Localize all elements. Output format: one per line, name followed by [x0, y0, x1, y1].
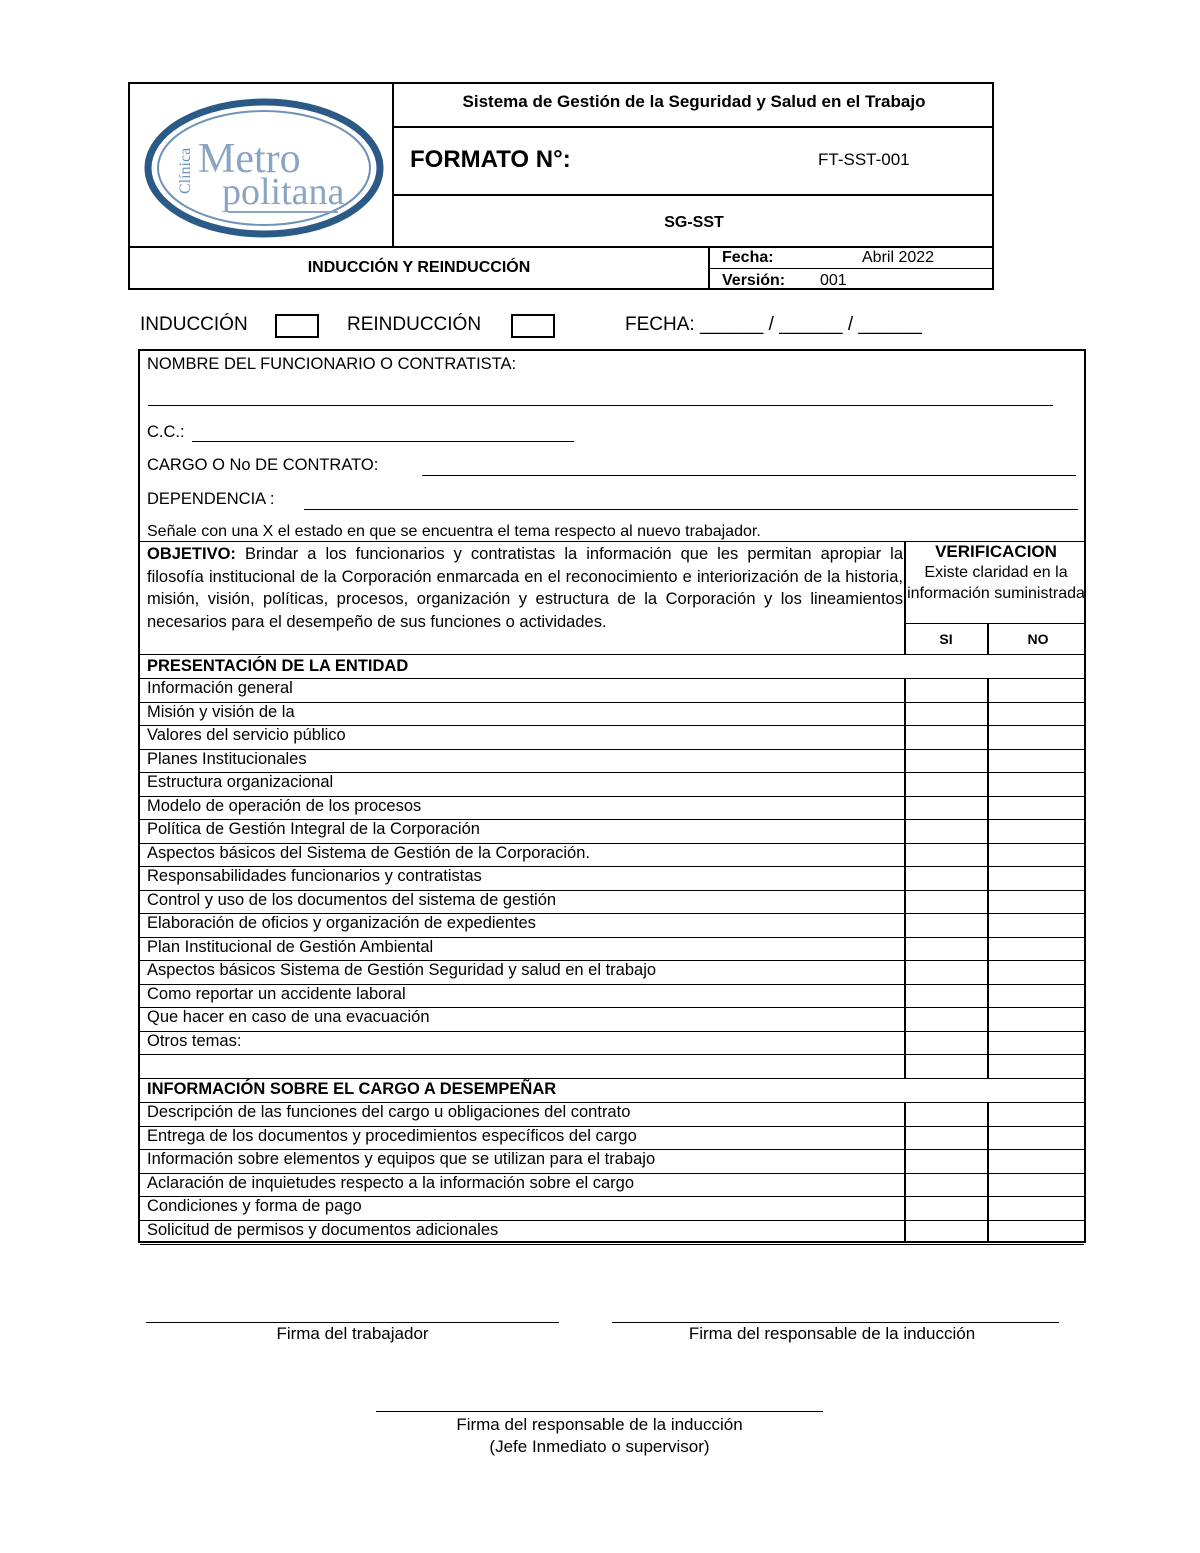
- reinduccion-label: REINDUCCIÓN: [347, 314, 482, 335]
- presentacion-row-item: Valores del servicio público: [147, 726, 346, 744]
- induccion-checkbox[interactable]: [275, 314, 319, 338]
- presentacion-row-no-cell[interactable]: [989, 1054, 1084, 1078]
- presentacion-row-no-cell[interactable]: [989, 866, 1084, 890]
- svg-text:Clínica: Clínica: [177, 147, 194, 194]
- cargo-row-item: Aclaración de inquietudes respecto a la información sobre el cargo: [147, 1173, 635, 1192]
- cargo-row-si-cell[interactable]: [906, 1196, 987, 1220]
- system-title: Sistema de Gestión de la Seguridad y Salud en el Trabajo: [462, 92, 926, 111]
- presentacion-row-no-cell[interactable]: [989, 984, 1084, 1008]
- presentacion-row-si-cell[interactable]: [906, 843, 987, 867]
- responsible-signature-line[interactable]: [612, 1322, 1059, 1323]
- presentacion-row-no-cell[interactable]: [989, 819, 1084, 843]
- objective-text: OBJETIVO: Brindar a los funcionarios y contratistas la información que les permitan apropiar la filosofía institucional de la Corporación enmarcada en el reconocimiento e interiorización de la historia, misión, visión, políticas, procesos, organización y estructura de la Corporación y los lineamientos necesarios para el desempeño de sus funciones o actividades.: [147, 545, 903, 631]
- presentacion-row-item: Estructura organizacional: [147, 773, 334, 791]
- presentacion-row-item: Modelo de operación de los procesos: [147, 796, 422, 815]
- presentacion-row-si-cell[interactable]: [906, 984, 987, 1008]
- presentacion-row-item: Información general: [147, 679, 293, 697]
- presentacion-row-no-cell[interactable]: [989, 702, 1084, 726]
- dependencia-input-line[interactable]: [304, 509, 1078, 510]
- boss-signature-label: Firma del responsable de la inducción (Jefe Inmediato o supervisor): [456, 1415, 743, 1456]
- document-header: [128, 82, 994, 290]
- presentacion-row-no-cell[interactable]: [989, 725, 1084, 749]
- cargo-row-item: Condiciones y forma de pago: [147, 1197, 362, 1216]
- svg-text:politana: politana: [222, 171, 345, 213]
- presentacion-row-item: Misión y visión de la: [147, 702, 295, 721]
- worker-signature-label: Firma del trabajador: [276, 1324, 429, 1343]
- verification-header: VERIFICACION Existe claridad en la información suministrada: [907, 542, 1085, 602]
- presentacion-row-item: Plan Institucional de Gestión Ambiental: [147, 937, 434, 956]
- document-title: INDUCCIÓN Y REINDUCCIÓN: [307, 259, 531, 276]
- fecha-value: Abril 2022: [862, 249, 935, 266]
- clinic-logo: [138, 86, 390, 246]
- cargo-row-no-cell[interactable]: [989, 1149, 1084, 1173]
- no-header: NO: [1027, 631, 1049, 647]
- presentacion-row-item: Como reportar un accidente laboral: [147, 984, 406, 1003]
- cargo-row-si-cell[interactable]: [906, 1173, 987, 1197]
- presentacion-row-no-cell[interactable]: [989, 1007, 1084, 1031]
- presentacion-row-si-cell[interactable]: [906, 749, 987, 773]
- si-header: SI: [939, 631, 953, 647]
- induction-form: [138, 349, 1086, 1243]
- boss-signature-line[interactable]: [376, 1411, 823, 1412]
- presentacion-row-si-cell[interactable]: [906, 1054, 987, 1078]
- presentacion-row-item: Planes Institucionales: [147, 749, 307, 768]
- presentacion-row-si-cell[interactable]: [906, 796, 987, 820]
- cargo-row-item: Entrega de los documentos y procedimientos específicos del cargo: [147, 1126, 637, 1145]
- presentacion-row-item: Otros temas:: [147, 1031, 242, 1050]
- presentacion-row-item: Responsabilidades funcionarios y contratistas: [147, 867, 482, 885]
- version-label: Versión:: [722, 272, 786, 289]
- presentacion-row-no-cell[interactable]: [989, 678, 1084, 702]
- cargo-row-no-cell[interactable]: [989, 1126, 1084, 1150]
- cargo-row-item: Solicitud de permisos y documentos adicionales: [147, 1221, 499, 1239]
- section-cargo-title: INFORMACIÓN SOBRE EL CARGO A DESEMPEÑAR: [147, 1080, 557, 1098]
- presentacion-row-item: Control y uso de los documentos del sistema de gestión: [147, 890, 557, 909]
- worker-signature-line[interactable]: [146, 1322, 559, 1323]
- cc-label: C.C.:: [147, 423, 185, 441]
- presentacion-row-no-cell[interactable]: [989, 796, 1084, 820]
- presentacion-row-si-cell[interactable]: [906, 725, 987, 749]
- presentacion-row-no-cell[interactable]: [989, 1031, 1084, 1055]
- presentacion-row-si-cell[interactable]: [906, 678, 987, 702]
- cargo-row-no-cell[interactable]: [989, 1220, 1084, 1244]
- responsible-signature-label: Firma del responsable de la inducción: [688, 1324, 976, 1343]
- presentacion-row-no-cell[interactable]: [989, 890, 1084, 914]
- cargo-row-no-cell[interactable]: [989, 1196, 1084, 1220]
- cargo-row-no-cell[interactable]: [989, 1173, 1084, 1197]
- format-code: FT-SST-001: [818, 150, 910, 169]
- reinduccion-checkbox[interactable]: [511, 314, 555, 338]
- cargo-label: CARGO O No DE CONTRATO:: [147, 456, 379, 474]
- presentacion-row-no-cell[interactable]: [989, 843, 1084, 867]
- presentacion-row-si-cell[interactable]: [906, 937, 987, 961]
- presentacion-row-si-cell[interactable]: [906, 866, 987, 890]
- cargo-row-item: Descripción de las funciones del cargo u obligaciones del contrato: [147, 1103, 631, 1121]
- presentacion-row-item: Elaboración de oficios y organización de expedientes: [147, 914, 536, 932]
- cargo-row-si-cell[interactable]: [906, 1102, 987, 1126]
- format-label: FORMATO N°:: [410, 146, 571, 173]
- cc-input-line[interactable]: [192, 441, 574, 442]
- version-value: 001: [820, 272, 847, 289]
- presentacion-row-si-cell[interactable]: [906, 1007, 987, 1031]
- fecha-field[interactable]: FECHA: ______ / ______ / ______: [625, 314, 922, 335]
- presentacion-row-item: Política de Gestión Integral de la Corporación: [147, 820, 480, 838]
- presentacion-row-si-cell[interactable]: [906, 702, 987, 726]
- instruction-text: Señale con una X el estado en que se encuentra el tema respecto al nuevo trabajador.: [147, 523, 761, 540]
- cargo-row-si-cell[interactable]: [906, 1149, 987, 1173]
- presentacion-row-item: Aspectos básicos del Sistema de Gestión de la Corporación.: [147, 843, 590, 862]
- nombre-input-line[interactable]: [148, 405, 1053, 406]
- nombre-label: NOMBRE DEL FUNCIONARIO O CONTRATISTA:: [147, 355, 517, 373]
- cargo-input-line[interactable]: [422, 475, 1076, 476]
- cargo-row-si-cell[interactable]: [906, 1126, 987, 1150]
- presentacion-row-si-cell[interactable]: [906, 772, 987, 796]
- presentacion-row-no-cell[interactable]: [989, 937, 1084, 961]
- presentacion-row-no-cell[interactable]: [989, 913, 1084, 937]
- presentacion-row-si-cell[interactable]: [906, 960, 987, 984]
- svg-text:Metro: Metro: [198, 136, 301, 182]
- presentacion-row-no-cell[interactable]: [989, 960, 1084, 984]
- presentacion-row-no-cell[interactable]: [989, 749, 1084, 773]
- presentacion-row-si-cell[interactable]: [906, 819, 987, 843]
- cargo-row-no-cell[interactable]: [989, 1102, 1084, 1126]
- presentacion-row-si-cell[interactable]: [906, 1031, 987, 1055]
- presentacion-row-si-cell[interactable]: [906, 890, 987, 914]
- presentacion-row-no-cell[interactable]: [989, 772, 1084, 796]
- fecha-label: Fecha:: [722, 249, 774, 266]
- presentacion-row-item: Que hacer en caso de una evacuación: [147, 1008, 430, 1026]
- cargo-row-si-cell[interactable]: [906, 1220, 987, 1244]
- cargo-row-item: Información sobre elementos y equipos que se utilizan para el trabajo: [147, 1150, 656, 1169]
- presentacion-row-si-cell[interactable]: [906, 913, 987, 937]
- section-presentacion-title: PRESENTACIÓN DE LA ENTIDAD: [147, 657, 409, 675]
- presentacion-row-item: Aspectos básicos Sistema de Gestión Seguridad y salud en el trabajo: [147, 961, 657, 979]
- dependencia-label: DEPENDENCIA :: [147, 490, 275, 508]
- induccion-label: INDUCCIÓN: [140, 314, 248, 335]
- sg-sst-label: SG-SST: [664, 214, 724, 231]
